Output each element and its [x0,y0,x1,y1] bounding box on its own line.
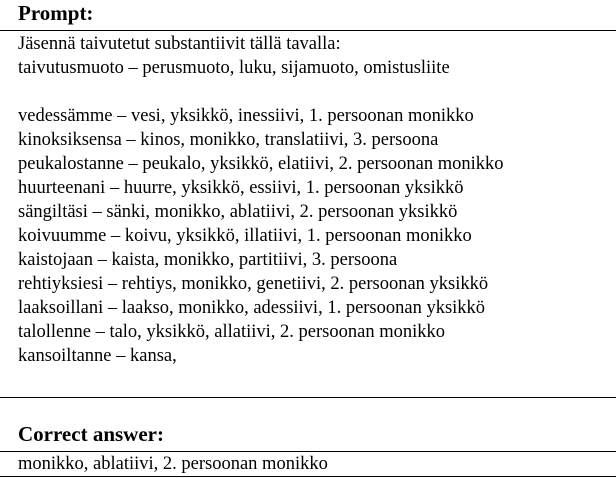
instruction-line: taivutusmuoto – perusmuoto, luku, sijamuoto, omistusliite [18,58,450,78]
instruction-line: Jäsennä taivutetut substantiivit tällä tavalla: [18,34,341,54]
query-line: kansoiltanne – kansa, [18,346,177,366]
answer-heading: Correct answer: [18,422,164,446]
prompt-heading: Prompt: [18,1,94,25]
prompt-bottom-rule [0,397,616,398]
answer-bottom-rule [0,476,616,477]
example-line: kaistojaan – kaista, monikko, partitiivi, 3. persoona [18,250,398,270]
example-line: talollenne – talo, yksikkö, allatiivi, 2. persoonan monikko [18,322,445,342]
example-line: peukalostanne – peukalo, yksikkö, elatiivi, 2. persoonan monikko [18,154,504,174]
example-line: koivuumme – koivu, yksikkö, illatiivi, 1. persoonan monikko [18,226,472,246]
prompt-top-rule [0,30,616,31]
example-line: huurteenani – huurre, yksikkö, essiivi, 1. persoonan yksikkö [18,178,464,198]
prompt-body [18,32,504,368]
example-line: sängiltäsi – sänki, monikko, ablatiivi, 2. persoonan yksikkö [18,202,458,222]
blank-line [18,80,504,104]
example-line: rehtiyksiesi – rehtiys, monikko, genetiivi, 2. persoonan yksikkö [18,274,489,294]
example-line: laaksoillani – laakso, monikko, adessiivi, 1. persoonan yksikkö [18,298,486,318]
example-line: kinoksiksensa – kinos, monikko, translatiivi, 3. persoona [18,130,439,150]
answer-text: monikko, ablatiivi, 2. persoonan monikko [18,454,328,474]
example-line: vedessämme – vesi, yksikkö, inessiivi, 1. persoonan monikko [18,106,474,126]
